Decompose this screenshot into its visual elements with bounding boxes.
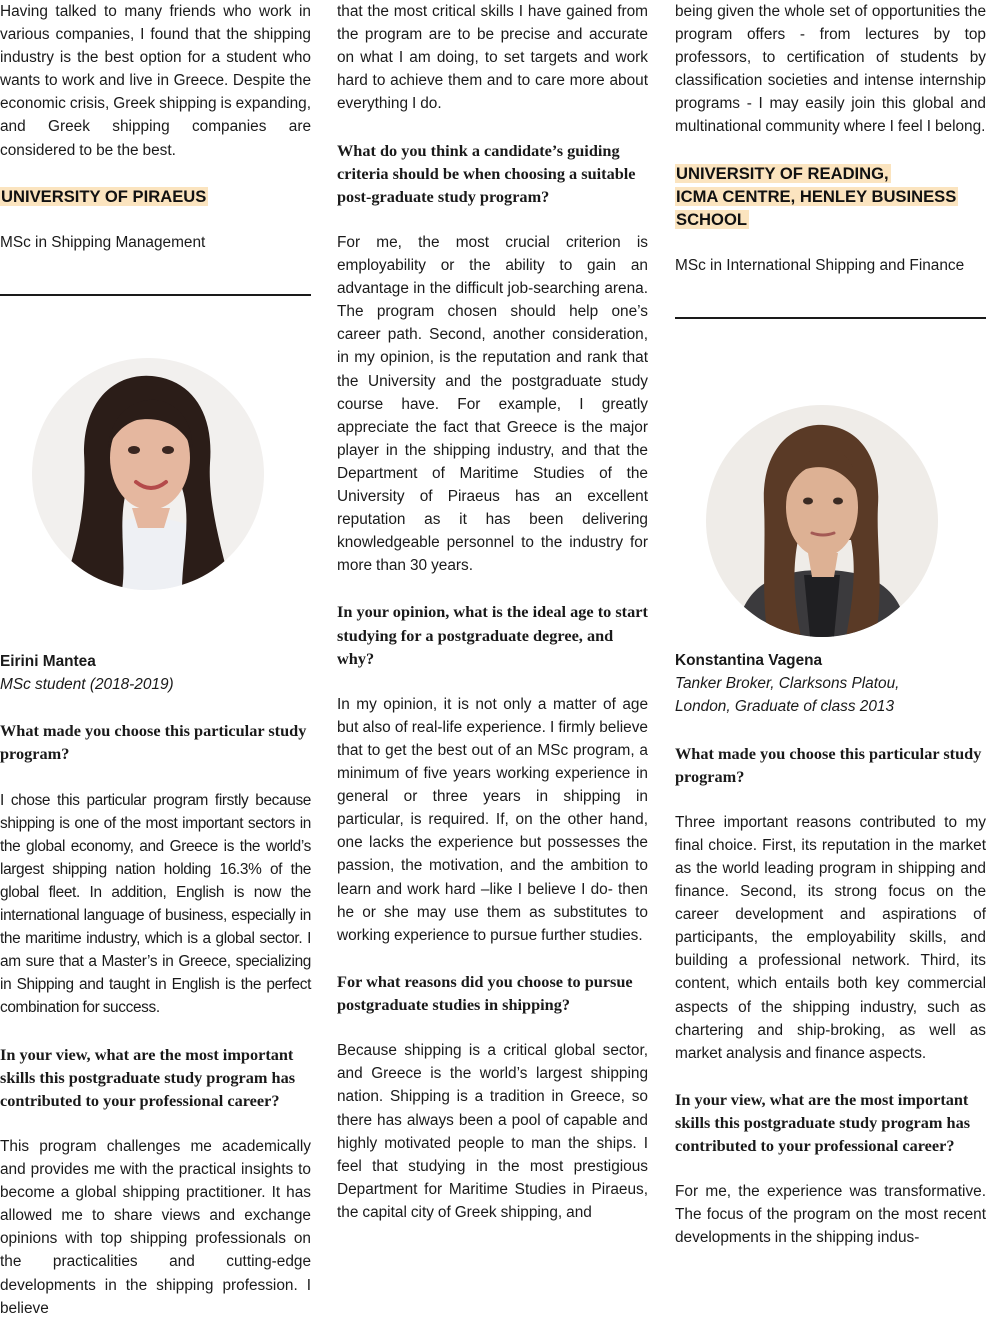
question-heading: In your opinion, what is the ideal age to start studying for a postgraduate degree, and why?: [337, 602, 648, 668]
answer-paragraph: Three important reasons contributed to my final choice. First, its reputation in the market as the world leading program in shipping and finance. Second, its strong focus on the career development and aspirations of participants, the employability skills, and building a professional network. Third, its content, which entails both key commercial aspects of the shipping industry, such as chartering and ship-broking, as well as market analysis and finance aspects.: [675, 813, 986, 1062]
answer-paragraph: For me, the experience was transformative. The focus of the program on the most recent developments in the shipping indus-: [675, 1183, 986, 1247]
continued-paragraph: being given the whole set of opportunities the program offers - from lectures by top professors, to certification of students by classification societies and intense internship programs - I may easily join this global and multinational community where I feel I belong.: [675, 3, 986, 136]
question-heading: In your view, what are the most important skills this postgraduate study program has contributed to your professional career?: [675, 1089, 971, 1156]
answer-paragraph: I chose this particular program firstly because shipping is one of the most important sectors in the global economy, and Greece is the world’s largest shipping nation holding 16.3% of the global fleet. In addition, English is now the international language of business, especially in the maritime industry, which is a global sector. I am sure that a Master’s in Greece, specializing in Shipping and taught in English is the perfect combination for success.: [0, 791, 311, 1017]
university-heading-piraeus: UNIVERSITY OF PIRAEUS: [1, 186, 207, 206]
person-name: Konstantina Vagena: [675, 652, 823, 670]
answer-paragraph: In my opinion, it is not only a matter of age but also of real-life experience. I firmly believe that to get the best out of an MSc program, a minimum of five years working experience in general or three years in shipping in particular, is required. If, on the other hand, one lacks the experience but possesses the passion, the motivation, and the ambition to learn and work hard –like I believe I do- then he or she may use them as substitutes to working experience to pursue further studies.: [337, 695, 648, 944]
question-heading: For what reasons did you choose to pursue postgraduate studies in shipping?: [337, 971, 633, 1015]
answer-paragraph: This program challenges me academically and provides me with the practical insights to become a global shipping practitioner. It has allowed me to share views and exchange opinions with top shipping professionals on the practicalities and cutting-edge developments in the shipping profession. I believe: [0, 1138, 311, 1317]
question-heading: What made you choose this particular study program?: [675, 743, 982, 786]
column-middle: [337, 0, 648, 1224]
column-left: [0, 0, 311, 1320]
person-role: London, Graduate of class 2013: [675, 698, 895, 716]
portrait-photo-icon: [706, 405, 938, 637]
answer-paragraph: Because shipping is a critical global sector, and Greece is the world’s largest shipping nation. Shipping is a tradition in Greece, so there has always been a pool of capable and highly motivated people to man the ships. I feel that studying in the most prestigious Department for Maritime Studies in Piraeus, the capital city of Greek shipping, and: [337, 1042, 648, 1221]
person-name: Eirini Mantea: [0, 653, 96, 671]
continued-paragraph: that the most critical skills I have gained from the program are to be precise and accurate on what I am doing, to set targets and work hard to achieve them and to care more about everything I do.: [337, 3, 648, 113]
question-heading: What made you choose this particular study program?: [0, 721, 307, 764]
portrait-eirini-mantea: [32, 358, 264, 590]
person-role: Tanker Broker, Clarksons Platou,: [675, 675, 900, 693]
program-name-piraeus: MSc in Shipping Management: [0, 233, 206, 251]
person-role: MSc student (2018-2019): [0, 676, 174, 694]
portrait-konstantina-vagena: [706, 405, 938, 637]
question-heading: In your view, what are the most important skills this postgraduate study program has contributed to your professional career?: [0, 1044, 296, 1110]
program-name-reading: MSc in International Shipping and Finance: [675, 257, 965, 275]
university-heading-reading: UNIVERSITY OF READING, ICMA CENTRE, HENLEY BUSINESS SCHOOL: [676, 163, 957, 229]
portrait-photo-icon: [32, 358, 264, 590]
answer-paragraph: For me, the most crucial criterion is employability or the ability to gain an advantage in the difficult job-searching arena. The program chosen should help one’s career path. Second, another consideration, in my opinion, is the reputation and rank that the University and the postgraduate study course have. For example, I greatly appreciate the fact that Greece is the major player in the shipping industry, and that the Department of Maritime Studies of the University of Piraeus has an excellent reputation as it has been delivering knowledgeable personnel to the industry for more than 30 years.: [337, 233, 648, 575]
question-heading: What do you think a candidate’s guiding criteria should be when choosing a suitable post-graduate study program?: [337, 140, 636, 206]
intro-paragraph: Having talked to many friends who work in various companies, I found that the shipping industry is the best option for a student who wants to work and live in Greece. Despite the economic crisis, Greek shipping is expanding, and Greek shipping companies are considered to be the best.: [0, 3, 311, 159]
